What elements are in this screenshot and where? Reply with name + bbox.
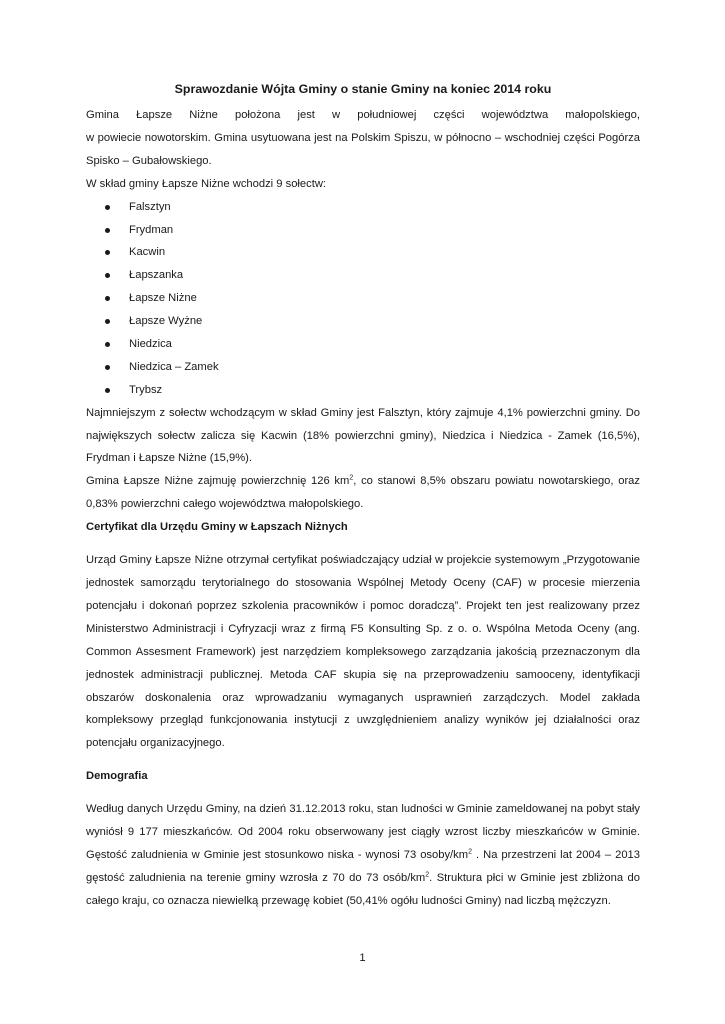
list-item (86, 196, 640, 219)
section-heading-certificate: Certyfikat dla Urzędu Gminy w Łapszach Niżnych (86, 521, 348, 534)
village-name: Łapszanka (129, 269, 184, 282)
list-item (86, 287, 640, 310)
village-name: Niedzica – Zamek (129, 360, 219, 373)
intro-first-line (86, 104, 640, 127)
villages-list (86, 196, 640, 402)
list-item (86, 241, 640, 264)
demography-paragraph (86, 798, 640, 913)
demography-text: . Na przestrzeni lat 2004 – 2013 gęstość zaludnienia na terenie gminy wzrosła z 70 do 73 osób/km (86, 848, 640, 884)
intro-word: Niżne (189, 109, 218, 121)
intro-word: województwa (481, 109, 549, 121)
list-item (86, 310, 640, 333)
intro-word: w (332, 109, 341, 121)
village-name: Kacwin (129, 246, 166, 259)
bullet-icon (105, 250, 110, 255)
bullet-icon (105, 296, 110, 301)
area-text: Gmina Łapsze Niżne zajmuję powierzchnię 126 km (86, 475, 350, 488)
superscript: 2 (468, 848, 472, 856)
bullet-icon (105, 342, 110, 347)
list-item (86, 333, 640, 356)
intro-word: położona (234, 109, 281, 121)
intro-word: małopolskiego, (565, 109, 640, 121)
village-name: Falsztyn (129, 200, 171, 213)
bullet-icon (105, 319, 110, 324)
intro-word: Łapsze (136, 109, 173, 121)
bullet-icon (105, 205, 110, 210)
demography-text: . Struktura płci w Gminie jest zbliżona do całego kraju, co oznacza niewielką przewagę kobiet (50,41% ogółu ludności Gminy) nad liczbą mężczyzn. (86, 871, 640, 907)
list-item (86, 379, 640, 402)
superscript: 2 (425, 871, 430, 879)
village-name: Trybsz (129, 383, 163, 396)
bullet-icon (105, 273, 110, 278)
area-text: , co stanowi 8,5% obszaru powiatu nowotarskiego, oraz 0,83% powierzchni całego województwa małopolskiego. (86, 475, 640, 511)
intro-word: południowej (357, 109, 417, 121)
village-name: Frydman (129, 223, 174, 236)
villages-intro: W skład gminy Łapsze Niżne wchodzi 9 sołectw: (86, 177, 327, 190)
village-name: Łapsze Niżne (129, 292, 197, 305)
bullet-icon (105, 388, 110, 393)
bullet-icon (105, 365, 110, 370)
size-paragraph: Najmniejszym z sołectw wchodzącym w skład Gminy jest Falsztyn, który zajmuje 4,1% powierzchni gminy. Do największych sołectw zalicza się Kacwin (18% powierzchni gminy), Niedzica i Niedzica - Zamek (16,5%), Frydman i Łapsze Niżne (15,9%). (86, 406, 640, 465)
bullet-icon (105, 228, 110, 233)
document-page (86, 78, 640, 913)
list-item (86, 356, 640, 379)
village-name: Łapsze Wyżne (129, 315, 203, 328)
list-item (86, 264, 640, 287)
list-item (86, 219, 640, 242)
demography-text: Według danych Urzędu Gminy, na dzień 31.12.2013 roku, stan ludności w Gminie zameldowanej na pobyt stały wyniósł 9 177 mieszkańców. Od 2004 roku obserwowany jest ciągły wzrost liczby mieszkańców w Gminie. Gęstość zaludnienia w Gminie jest stosunkowo niska - wynosi 73 osoby/km (86, 803, 640, 861)
intro-word: części (433, 109, 465, 121)
intro-paragraph: w powiecie nowotorskim. Gmina usytuowana jest na Polskim Spiszu, w północno – wschodniej części Pogórza Spisko – Gubałowskiego. (86, 131, 640, 167)
superscript: 2 (349, 474, 354, 482)
intro-word: jest (297, 109, 315, 121)
page-number: 1 (359, 952, 366, 964)
village-name: Niedzica (129, 337, 172, 350)
section-heading-demography: Demografia (86, 770, 148, 783)
area-paragraph (86, 470, 640, 516)
certificate-paragraph: Urząd Gminy Łapsze Niżne otrzymał certyfikat poświadczający udział w projekcie systemowym „Przygotowanie jednostek samorządu terytorialnego do stosowania Wspólnej Metody Oceny (CAF) w procesie mierzenia potencjału i dokonań poprzez szkolenia pracowników i pomoc doradczą”. Projekt ten jest realizowany przez Ministerstwo Administracji i Cyfryzacji wraz z firmą F5 Konsulting Sp. z o. o. Wspólna Metoda Oceny (ang. Common Assesment Framework) jest narzędziem kompleksowego zarządzania jakością przeznaczonym dla jednostek administracji publicznej. Metoda CAF skupia się na przeprowadzeniu samooceny, identyfikacji obszarów doskonalenia oraz wprowadzaniu wymaganych usprawnień zarządczych. Model zakłada kompleksowy przegląd funkcjonowania instytucji z uwzględnieniem analizy wyników jej działalności oraz potencjału organizacyjnego. (86, 554, 640, 750)
page-title: Sprawozdanie Wójta Gminy o stanie Gminy na koniec 2014 roku (174, 82, 552, 96)
intro-word: Gmina (86, 109, 119, 121)
